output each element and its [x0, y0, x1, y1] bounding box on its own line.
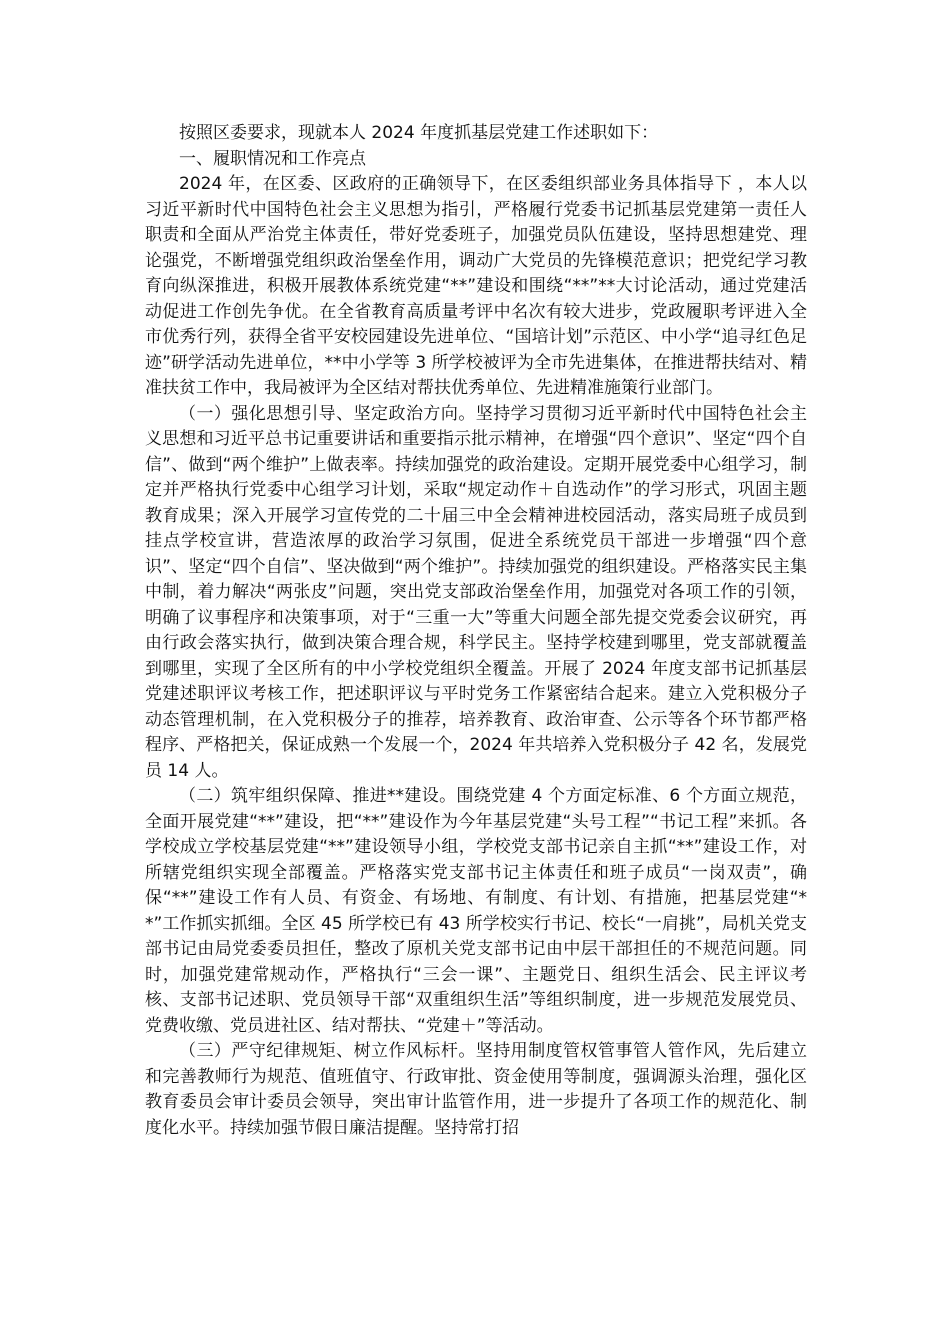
item1-paragraph: （一）强化思想引导、坚定政治方向。坚持学习贯彻习近平新时代中国特色社会主义思想和习近平总书记重要讲话和重要指示批示精神，在增强“四个意识”、坚定“四个自信”、做到“两个维护”上做表率。持续加强党的政治建设。定期开展党委中心组学习，制定并严格执行党委中心组学习计划，采取“规定动作＋自选动作”的学习形式，巩固主题教育成果；深入开展学习宣传党的二十届三中全会精神进校园活动，落实局班子成员到挂点学校宣讲，营造浓厚的政治学习氛围，促进全系统党员干部进一步增强“四个意识”、坚定“四个自信”、坚决做到“两个维护”。持续加强党的组织建设。严格落实民主集中制，着力解决“两张皮”问题，突出党支部政治堡垒作用，加强党对各项工作的引领，明确了议事程序和决策事项，对于“三重一大”等重大问题全部先提交党委会议研究，再由行政会落实执行，做到决策合理合规，科学民主。坚持学校建到哪里，党支部就覆盖到哪里，实现了全区所有的中小学校党组织全覆盖。开展了 2024 年度支部书记抓基层党建述职评议考核工作，把述职评议与平时党务工作紧密结合起来。建立入党积极分子动态管理机制，在入党积极分子的推荐，培养教育、政治审查、公示等各个环节都严格程序、严格把关，保证成熟一个发展一个，2024 年共培养入党积极分子 42 名，发展党员 14 人。 — [145, 403, 807, 781]
item2-paragraph: （二）筑牢组织保障、推进**建设。围绕党建 4 个方面定标准、6 个方面立规范，全面开展党建“**”建设，把“**”建设作为今年基层党建“头号工程”“书记工程”来抓。各学校成立学校基层党建“**”建设领导小组，学校党支部书记亲自主抓“**”建设工作，对所辖党组织实现全部覆盖。严格落实党支部书记主体责任和班子成员“一岗双责”，确保“**”建设工作有人员、有资金、有场地、有制度、有计划、有措施，把基层党建“**”工作抓实抓细。全区 45 所学校已有 43 所学校实行书记、校长“一肩挑”，局机关党支部书记由局党委委员担任，整改了原机关党支部书记由中层干部担任的不规范问题。同时，加强党建常规动作，严格执行“三会一课”、主题党日、组织生活会、民主评议考核、支部书记述职、党员领导干部“双重组织生活”等组织制度，进一步规范发展党员、党费收缴、党员进社区、结对帮扶、“党建＋”等活动。 — [145, 786, 807, 1036]
overview-paragraph: 2024 年，在区委、区政府的正确领导下，在区委组织部业务具体指导下 ，本人以习近平新时代中国特色社会主义思想为指引，严格履行党委书记抓基层党建第一责任人职责和全面从严治党主体责任，带好党委班子，加强党员队伍建设，坚持思想建党、理论强党，不断增强党组织政治堡垒作用，调动广大党员的先锋模范意识；把党纪学习教育向纵深推进，积极开展教体系统党建“**”建设和围绕“**”**大讨论活动，通过党建活动促进工作创先争优。在全省教育高质量考评中名次有较大进步，党政履职考评进入全市优秀行列，获得全省平安校园建设先进单位、“国培计划”示范区、中小学“追寻红色足迹”研学活动先进单位，**中小学等 3 所学校被评为全市先进集体，在推进帮扶结对、精准扶贫工作中，我局被评为全区结对帮扶优秀单位、先进精准施策行业部门。 — [145, 174, 807, 398]
intro-paragraph: 按照区委要求，现就本人 2024 年度抓基层党建工作述职如下： — [179, 123, 659, 143]
document-page — [145, 121, 807, 1141]
item3-paragraph: （三）严守纪律规矩、树立作风标杆。坚持用制度管权管事管人管作风，先后建立和完善教师行为规范、值班值守、行政审批、资金使用等制度，强调源头治理，强化区教育委员会审计委员会领导，突出审计监管作用，进一步提升了各项工作的规范化、制度化水平。持续加强节假日廉洁提醒。坚持常打招 — [145, 1041, 807, 1138]
section-heading: 一、履职情况和工作亮点 — [179, 148, 366, 169]
